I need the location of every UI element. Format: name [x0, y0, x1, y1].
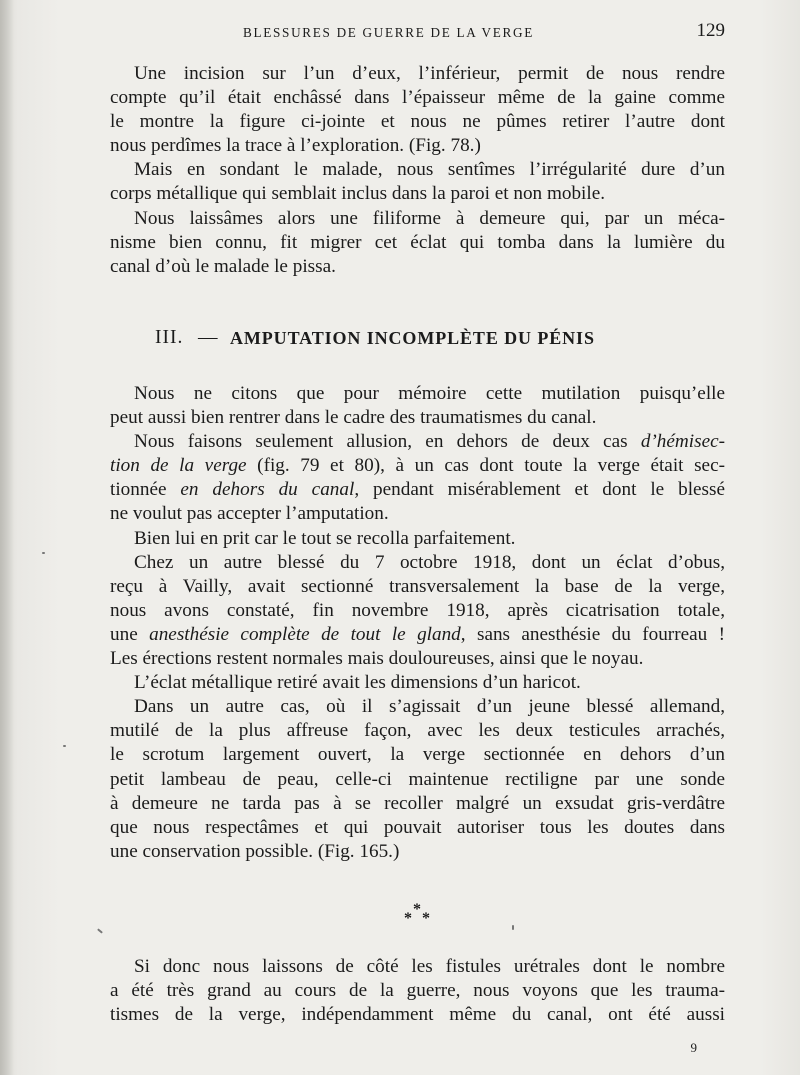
text-line: tismes de la verge, indépendamment même du canal, ont été aussi — [110, 1004, 725, 1026]
text-line: nous avons constaté, fin novembre 1918, après cicatrisation totale, — [110, 599, 725, 621]
binding-shadow — [0, 0, 14, 1075]
asterism-star: * — [422, 910, 430, 927]
section-number: III. — [155, 327, 184, 348]
text-line: une anesthésie complète de tout le gland, sans anesthésie du fourreau ! — [110, 623, 725, 645]
text-line: tionnée en dehors du canal, pendant misérablement et dont le blessé — [110, 479, 725, 501]
text-line: compte qu’il était enchâssé dans l’épaisseur même de la gaine comme — [110, 87, 725, 109]
text-line: une conservation possible. (Fig. 165.) — [110, 840, 400, 862]
text-line: Nous ne citons que pour mémoire cette mutilation puisqu’elle — [134, 383, 725, 404]
asterism-star: * — [413, 901, 421, 918]
text-line: Dans un autre cas, où il s’agissait d’un jeune blessé allemand, — [134, 696, 725, 718]
signature-mark: 9 — [690, 1040, 697, 1055]
page-number: 129 — [696, 20, 725, 41]
text-line: nisme bien connu, fit migrer cet éclat qui tomba dans la lumière du — [110, 231, 725, 253]
print-speck — [42, 552, 45, 554]
print-speck — [63, 745, 66, 747]
text-line: canal d’où le malade le pissa. — [110, 255, 336, 277]
text-line: peut aussi bien rentrer dans le cadre des traumatismes du canal. — [110, 407, 597, 429]
text-line: tion de la verge (fig. 79 et 80), à un cas dont toute la verge était sec- — [110, 455, 725, 477]
text-line: Chez un autre blessé du 7 octobre 1918, dont un éclat d’obus, — [134, 551, 725, 573]
text-line: Nous laissâmes alors une filiforme à demeure qui, par un méca- — [134, 207, 725, 229]
italic-run: d’hémisec- — [640, 431, 725, 453]
text-line: à demeure ne tarda pas à se recoller malgré un exsudat gris-verdâtre — [110, 792, 725, 814]
text-line: mutilé de la plus affreuse façon, avec les deux testicules arrachés, — [110, 720, 725, 742]
text-line: L’éclat métallique retiré avait les dimensions d’un haricot. — [134, 672, 581, 694]
text-line: Bien lui en prit car le tout se recolla parfaitement. — [134, 527, 516, 549]
page-header — [110, 20, 725, 46]
text-line: le scrotum largement ouvert, la verge sectionnée en dehors d’un — [110, 744, 725, 766]
print-speck — [512, 925, 514, 930]
text-line: Si donc nous laissons de côté les fistules urétrales dont le nombre — [134, 956, 725, 977]
text-line: Les érections restent normales mais douloureuses, ainsi que le noyau. — [110, 648, 644, 670]
text-line: ne voulut pas accepter l’amputation. — [110, 503, 389, 525]
italic-run: en dehors du canal — [180, 479, 355, 501]
section-text — [110, 382, 725, 864]
text-line: nous perdîmes la trace à l’exploration. (Fig. 78.) — [110, 135, 481, 157]
section-dash: — — [198, 327, 218, 348]
text-line: Une incision sur l’un d’eux, l’inférieur, permit de nous rendre — [134, 63, 725, 84]
intro-text — [110, 62, 725, 279]
text-line: Nous faisons seulement allusion, en dehors de deux cas d’hémisec- — [134, 431, 725, 453]
running-title: BLESSURES DE GUERRE DE LA VERGE — [243, 25, 534, 40]
text-line: que nous respectâmes et qui pouvait autoriser tous les doutes dans — [110, 816, 725, 838]
italic-run: anesthésie complète de tout le gland — [149, 623, 461, 645]
text-line: le montre la figure ci-jointe et nous ne pûmes retirer l’autre dont — [110, 111, 725, 133]
text-line: reçu à Vailly, avait sectionné transversalement la base de la verge, — [110, 575, 725, 597]
asterism-star: * — [404, 910, 412, 927]
section-heading: AMPUTATION INCOMPLÈTE DU PÉNIS — [230, 328, 595, 348]
asterism-divider — [400, 902, 440, 932]
text-line: corps métallique qui semblait inclus dans la paroi et non mobile. — [110, 183, 606, 205]
section-title — [110, 327, 725, 353]
text-line: a été très grand au cours de la guerre, nous voyons que les trauma- — [110, 980, 725, 1002]
text-line: petit lambeau de peau, celle-ci maintenue rectiligne par une sonde — [110, 768, 725, 790]
text-line: Mais en sondant le malade, nous sentîmes l’irrégularité dure d’un — [134, 159, 725, 181]
print-speck — [97, 928, 103, 933]
italic-run: tion de la verge — [110, 455, 247, 477]
closing-text — [110, 955, 725, 1027]
